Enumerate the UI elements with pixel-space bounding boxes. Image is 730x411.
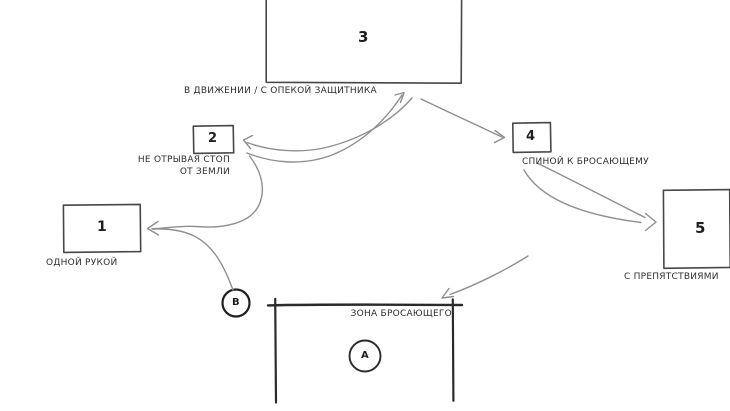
station-3-label: В ДВИЖЕНИИ / С ОПЕКОЙ ЗАЩИТНИКА [184, 86, 377, 96]
zone-left-line [275, 299, 276, 403]
arrow-3-to-2-head [244, 136, 253, 149]
arrow-2-to-3-head [395, 93, 404, 103]
zone-top-line [268, 305, 462, 306]
station-2-number: 2 [208, 131, 218, 146]
station-4-number: 4 [526, 129, 536, 144]
zone-right-line [453, 299, 454, 400]
station-5-number: 5 [695, 219, 706, 237]
station-2-label-line1: НЕ ОТРЫВАЯ СТОП [137, 155, 230, 165]
arrow-5-to-zone [450, 256, 528, 295]
station-1-label: ОДНОЙ РУКОЙ [46, 258, 118, 268]
arrow-4-to-5-lower [524, 170, 641, 223]
marker-a-letter: А [361, 350, 369, 361]
station-1-number: 1 [97, 219, 107, 235]
arrow-4-to-5-upper [537, 163, 645, 218]
arrow-2-to-3 [247, 95, 402, 162]
thrower-zone-label: ЗОНА БРОСАЮЩЕГО [350, 309, 452, 319]
station-4-label: СПИНОЙ К БРОСАЮЩЕМУ [522, 157, 649, 167]
station-2-label-line2: ОТ ЗЕМЛИ [179, 167, 230, 177]
station-3-number: 3 [358, 28, 369, 46]
marker-b-letter: В [232, 297, 240, 308]
arrow-b-to-1 [152, 229, 233, 290]
arrow-4-to-5-head [646, 214, 657, 231]
arrows [148, 93, 657, 299]
station-5-label: С ПРЕПЯТСТВИЯМИ [624, 272, 719, 282]
arrow-3-to-2 [247, 98, 412, 151]
arrow-3-to-4 [421, 99, 502, 137]
